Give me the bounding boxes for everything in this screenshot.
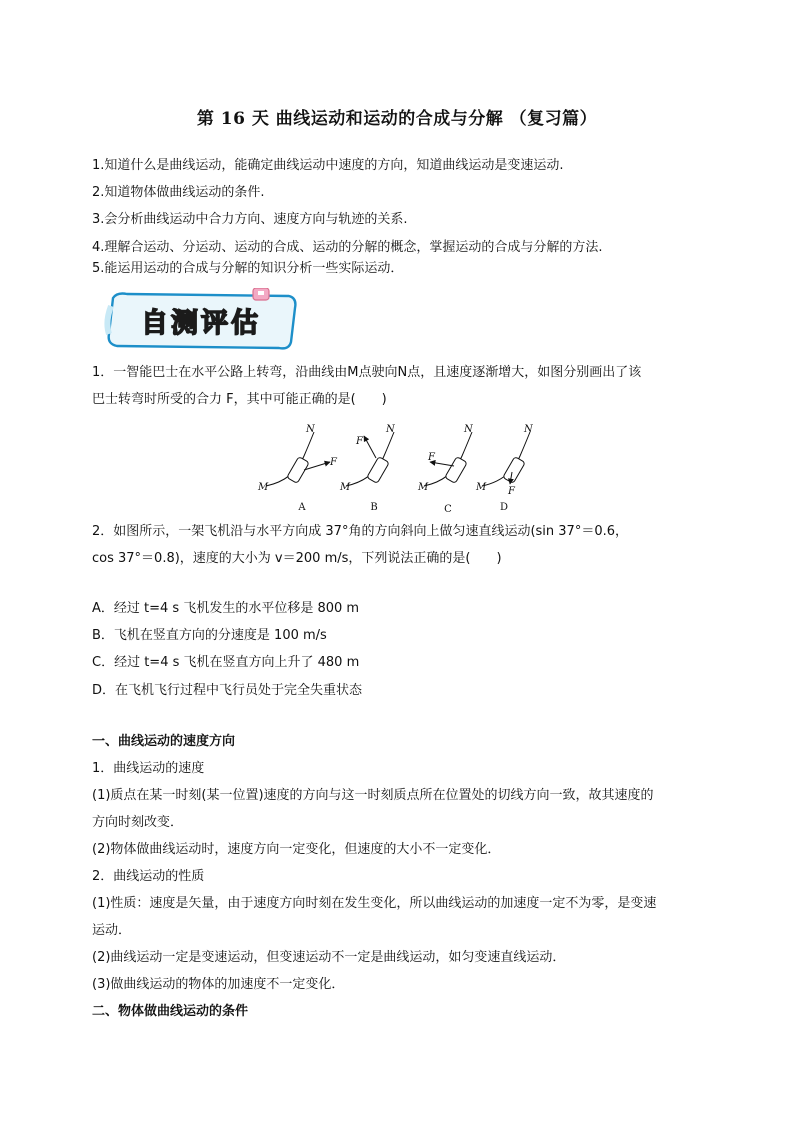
label-m-c: M [418, 482, 429, 493]
question-2-line-1: 2．如图所示，一架飞机沿与水平方向成 37°角的方向斜向上做匀速直线运动(sin 37°＝0.6， [92, 524, 628, 539]
label-n-a: N [306, 424, 315, 435]
label-f-b: F [356, 436, 363, 447]
paragraph-3b: 运动． [92, 923, 132, 938]
objective-3: 3.会分析曲线运动中合力方向、速度方向与轨迹的关系. [92, 212, 408, 227]
option-b-label: B [370, 502, 378, 513]
option-d-label: D [499, 502, 509, 513]
option-a-label: A [298, 502, 306, 513]
page-title: 第 16 天 曲线运动和运动的合成与分解 （复习篇） [196, 109, 598, 129]
objective-5: 5.能运用运动的合成与分解的知识分析一些实际运动． [92, 261, 404, 276]
option-c-label: C [444, 504, 452, 515]
label-m-b: M [340, 482, 351, 493]
option-d-diagram [482, 432, 530, 486]
question-2-line-2: cos 37°＝0.8)，速度的大小为 v＝200 m/s，下列说法正确的是( ) [92, 551, 502, 566]
question-1-line-2: 巴士转弯时所受的合力 F，其中可能正确的是( ) [92, 392, 387, 407]
label-f-d: F [508, 486, 515, 497]
question-1-figure [246, 418, 546, 518]
question-2-choice-c: C．经过 t=4 s 飞机在竖直方向上升了 480 m [92, 655, 360, 670]
option-a-diagram [266, 432, 330, 486]
section-heading-2: 二、物体做曲线运动的条件 [92, 1004, 249, 1019]
question-2-choice-b: B．飞机在竖直方向的分速度是 100 m/s [92, 628, 327, 643]
question-2-choice-d: D．在飞机飞行过程中飞行员处于完全失重状态 [92, 683, 363, 698]
label-n-d: N [524, 424, 533, 435]
paragraph-1a: (1)质点在某一时刻(某一位置)速度的方向与这一时刻质点所在位置处的切线方向一致，故其速度的 [92, 788, 654, 803]
banner-title: 自测评估 [141, 308, 261, 339]
paragraph-3a: (1)性质：速度是矢量，由于速度方向时刻在发生变化，所以曲线运动的加速度一定不为零，是变速 [92, 896, 657, 911]
objective-2: 2.知道物体做曲线运动的条件. [92, 185, 265, 200]
paragraph-2: (2)物体做曲线运动时，速度方向一定变化，但速度的大小不一定变化． [92, 842, 501, 857]
objective-1: 1.知道什么是曲线运动，能确定曲线运动中速度的方向，知道曲线运动是变速运动. [92, 158, 564, 173]
label-m-d: M [476, 482, 487, 493]
self-assessment-banner [103, 288, 299, 352]
label-f-a: F [330, 457, 337, 468]
question-1-line-1: 1．一智能巴士在水平公路上转弯，沿曲线由M点驶向N点，且速度逐渐增大，如图分别画出了该 [92, 365, 642, 380]
objective-4: 4.理解合运动、分运动、运动的合成、运动的分解的概念，掌握运动的合成与分解的方法. [92, 240, 603, 255]
label-n-c: N [464, 424, 473, 435]
paragraph-4: (2)曲线运动一定是变速运动，但变速运动不一定是曲线运动，如匀变速直线运动． [92, 950, 566, 965]
section-heading-1: 一、曲线运动的速度方向 [92, 734, 236, 749]
label-f-c: F [428, 452, 435, 463]
label-n-b: N [386, 424, 395, 435]
subheading-2: 2．曲线运动的性质 [92, 869, 205, 884]
option-b-diagram [346, 432, 394, 486]
question-2-choice-a: A．经过 t=4 s 飞机发生的水平位移是 800 m [92, 601, 360, 616]
label-m-a: M [258, 482, 269, 493]
paragraph-1b: 方向时刻改变． [92, 815, 184, 830]
subheading-1: 1．曲线运动的速度 [92, 761, 205, 776]
paragraph-5: (3)做曲线运动的物体的加速度不一定变化． [92, 977, 345, 992]
